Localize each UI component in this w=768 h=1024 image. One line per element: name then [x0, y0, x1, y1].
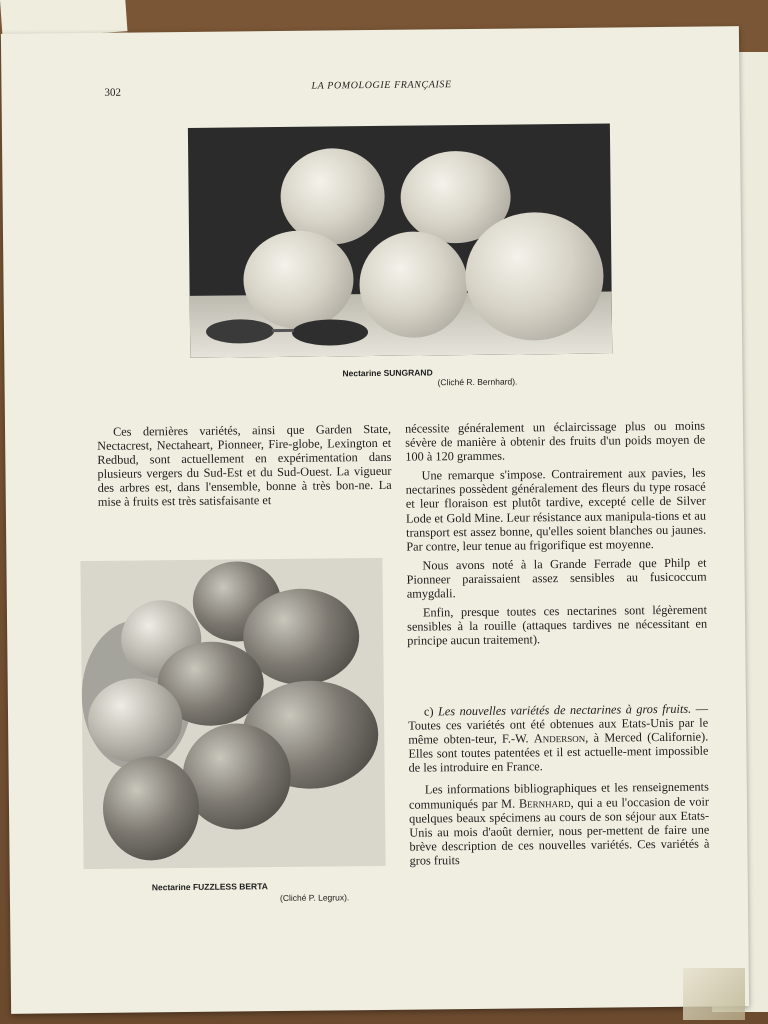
paragraph-section-c: c) Les nouvelles variétés de nectarines à gros fruits. — Toutes ces variétés ont été obtenues aux Etats-Unis par le même obten-teur, F.-W. Anderson, à Merced (Californie). Elles sont toutes patentées et il est actuelle-ment impossible de les introduire en France. [408, 701, 709, 776]
text-column-left [97, 422, 392, 515]
figure-caption-bottom: Nectarine FUZZLESS BERTA [151, 881, 268, 893]
photo-nectarine-fuzzless-berta [80, 558, 385, 869]
running-head: LA POMOLOGIE FRANÇAISE [311, 79, 452, 92]
section-heading: Les nouvelles variétés de nectarines à gros fruits. [437, 701, 692, 719]
paragraph: Une remarque s'impose. Contrairement aux pavies, les nectarines possèdent généralement des fleurs du type rosacé et leur floraison est plutôt tardive, excepté celle de Silver Lode et Gold Mine. Leur résistance aux manipula-tions et au transport est assez bonne, qu'elles soient blanches ou jaunes. Par contre, leur tenue au frigorifique est moyenne. [405, 465, 707, 554]
nectarine-fruit [102, 756, 199, 861]
page-number: 302 [104, 86, 122, 99]
sunglasses-object [202, 316, 372, 348]
figure-credit-top: (Cliché R. Bernhard). [437, 376, 518, 388]
text-column-right [405, 419, 707, 654]
paragraph: Enfin, presque toutes ces nectarines sont légèrement sensibles à la rouille (attaques tardives ne nécessitant en principe aucun traitement). [407, 602, 708, 648]
photo-nectarine-sungrand [188, 124, 612, 358]
paragraph: Nous avons noté à la Grande Ferrade que Philp et Pionneer paraissaient assez sensibles au fusicoccum amygdali. [406, 555, 707, 601]
corner-thumbnail [683, 968, 745, 1020]
book-page [1, 26, 749, 1014]
nectarine-fruit [359, 231, 468, 338]
paragraph: Les informations bibliographiques et les renseignements communiqués par M. Bernhard, qui a eu l'occasion de voir quelques beaux spécimens au cours de son séjour aux Etats-Unis au mois d'août dernier, nous per-mettent de faire une brève description de ces nouvelles variétés. Ces variétés à gros fruits [408, 779, 710, 868]
paragraph: Ces dernières variétés, ainsi que Garden State, Nectacrest, Nectaheart, Pionneer, Fire-globe, Lexington et Redbud, sont actuellement en expérimentation dans plusieurs vergers du Sud-Est et du Sud-Ouest. La vigueur des arbres est, dans l'ensemble, bonne à très bon-ne. La mise à fruits est très satisfaisante et [97, 421, 392, 510]
figure-caption-top: Nectarine SUNGRAND [342, 367, 433, 379]
figure-credit-bottom: (Cliché P. Legrux). [279, 892, 350, 904]
paragraph: nécessite généralement un éclaircissage plus ou moins sévère de manière à obtenir des fruits d'un poids moyen de 100 à 120 grammes. [404, 418, 706, 464]
text-column-right-section-c [408, 702, 710, 873]
